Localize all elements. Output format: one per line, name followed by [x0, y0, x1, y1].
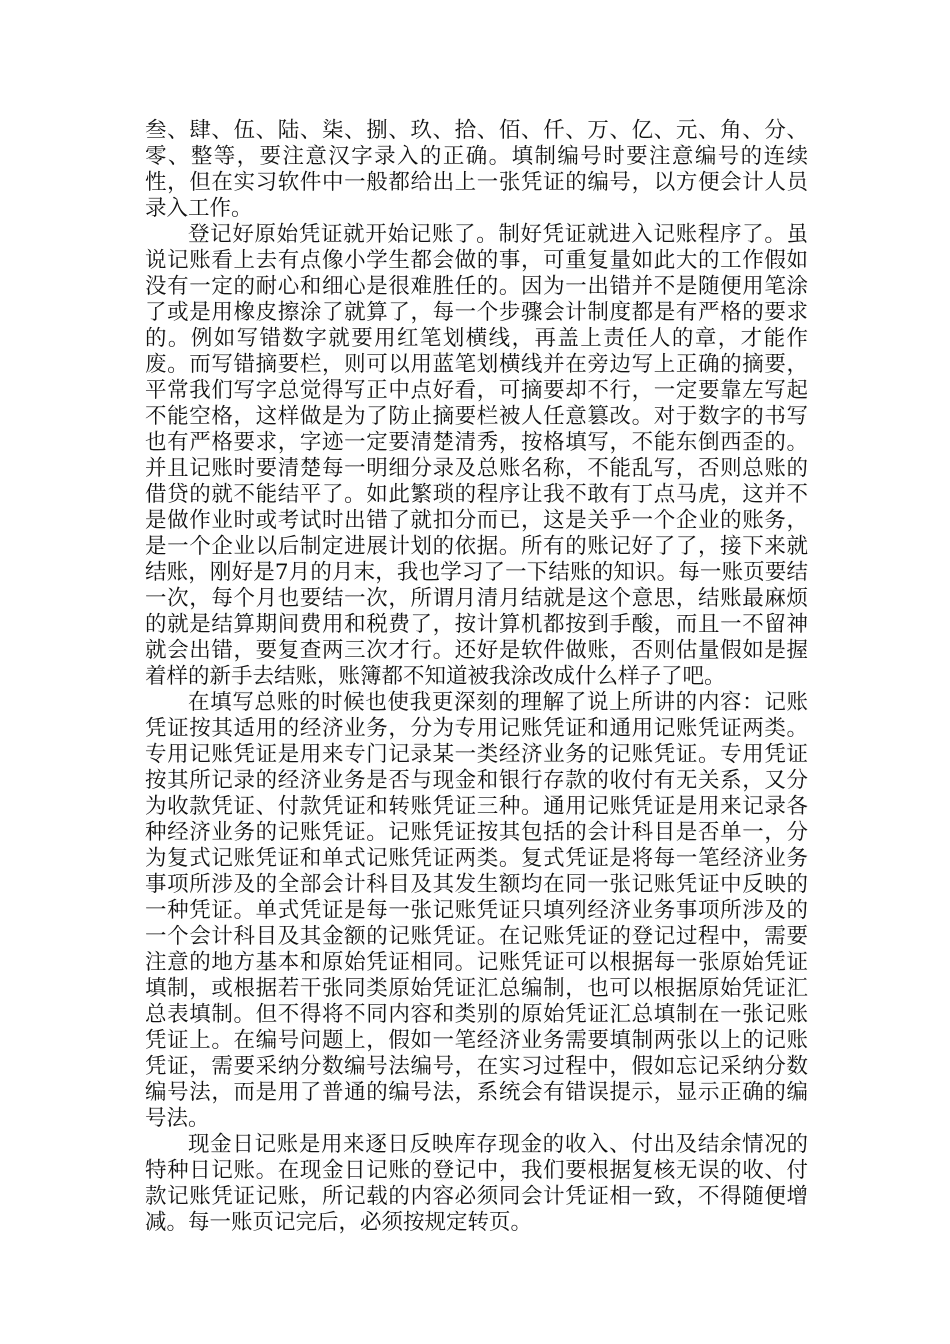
paragraph-bookkeeping: 登记好原始凭证就开始记账了。制好凭证就进入记账程序了。虽说记账看上去有点像小学生都会做的事，可重复量如此大的工作假如没有一定的耐心和细心是很难胜任的。因为一出错并不是随便用笔涂了或是用橡皮擦涂了就算了，每一个步骤会计制度都是有严格的要求的。例如写错数字就要用红笔划横线，再盖上责任人的章，才能作废。而写错摘要栏，则可以用蓝笔划横线并在旁边写上正确的摘要，平常我们写字总觉得写正中点好看，可摘要却不行，一定要靠左写起不能空格，这样做是为了防止摘要栏被人任意篡改。对于数字的书写也有严格要求，字迹一定要清楚清秀，按格填写，不能东倒西歪的。并且记账时要清楚每一明细分录及总账名称，不能乱写，否则总账的借贷的就不能结平了。如此繁琐的程序让我不敢有丁点马虎，这并不是做作业时或考试时出错了就扣分而已，这是关乎一个企业的账务，是一个企业以后制定进展计划的依据。所有的账记好了了，接下来就结账，刚好是7月的月末，我也学习了一下结账的知识。每一账页要结一次，每个月也要结一次，所谓月清月结就是这个意思，结账最麻烦的就是结算期间费用和税费了，按计算机都按到手酸，而且一不留神就会出错，要复查两三次才行。还好是软件做账，否则估量假如是握着样的新手去结账，账簿都不知道被我涂改成什么样子了吧。 — [145, 222, 808, 689]
paragraph-general-ledger: 在填写总账的时候也使我更深刻的理解了说上所讲的内容：记账凭证按其适用的经济业务，分为专用记账凭证和通用记账凭证两类。专用记账凭证是用来专门记录某一类经济业务的记账凭证。专用凭证按其所记录的经济业务是否与现金和银行存款的收付有无关系，又分为收款凭证、付款凭证和转账凭证三种。通用记账凭证是用来记录各种经济业务的记账凭证。记账凭证按其包括的会计科目是否单一，分为复式记账凭证和单式记账凭证两类。复式凭证是将每一笔经济业务事项所涉及的全部会计科目及其发生额均在同一张记账凭证中反映的一种凭证。单式凭证是每一张记账凭证只填列经济业务事项所涉及的一个会计科目及其金额的记账凭证。在记账凭证的登记过程中，需要注意的地方基本和原始凭证相同。记账凭证可以根据每一张原始凭证填制，或根据若干张同类原始凭证汇总编制，也可以根据原始凭证汇总表填制。但不得将不同内容和类别的原始凭证汇总填制在一张记账凭证上。在编号问题上，假如一笔经济业务需要填制两张以上的记账凭证，需要采纳分数编号法编号，在实习过程中，假如忘记采纳分数编号法，而是用了普通的编号法，系统会有错误提示，显示正确的编号法。 — [145, 690, 808, 1131]
paragraph-cash-journal: 现金日记账是用来逐日反映库存现金的收入、付出及结余情况的特种日记账。在现金日记账的登记中，我们要根据复核无误的收、付款记账凭证记账，所记载的内容必须同会计凭证相一致，不得随便增减。每一账页记完后，必须按规定转页。 — [145, 1132, 808, 1235]
document-body — [145, 118, 808, 1236]
paragraph-continuation: 叁、肆、伍、陆、柒、捌、玖、拾、佰、仟、万、亿、元、角、分、零、整等，要注意汉字录入的正确。填制编号时要注意编号的连续性，但在实习软件中一般都给出上一张凭证的编号，以方便会计人员录入工作。 — [145, 118, 808, 221]
